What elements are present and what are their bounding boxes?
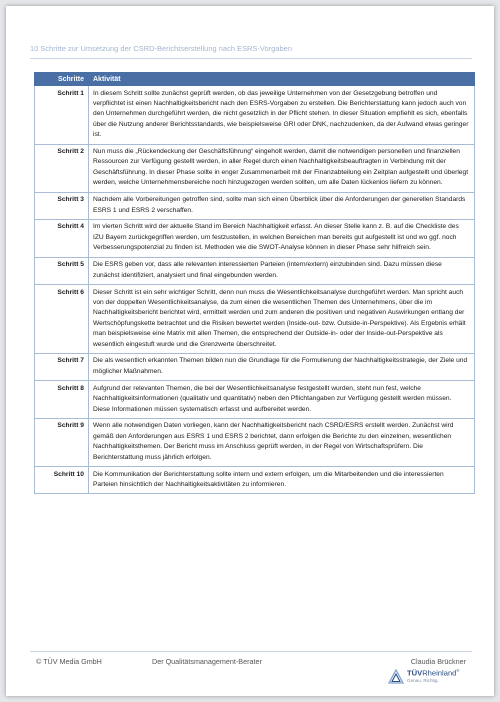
step-description: Die ESRS geben vor, dass alle relevanten interessierten Parteien (intern/extern) einzubinden sind. Dazu müssen diese zunächst identifiziert, analysiert und final eingebunden werden.: [89, 257, 475, 284]
column-header-activity: Aktivität: [89, 73, 475, 86]
table-row: [35, 467, 475, 494]
step-description: Aufgrund der relevanten Themen, die bei der Wesentlichkeitsanalyse festgestellt wurden, steht nun fest, welche Nachhaltigkeitsinformationen (qualitativ und quantitativ) neben den Pflichtangaben zur Verfügung gestellt werden müssen. Diese Informationen müssen systematisch erfasst und aufbereitet werden.: [89, 381, 475, 419]
step-label: Schritt 6: [35, 285, 89, 354]
step-description: In diesem Schritt sollte zunächst geprüft werden, ob das jeweilige Unternehmen von der Gesetzgebung betroffen und verpflichtet ist einen Nachhaltigkeitsbericht nach den ESRS-Vorgaben zu erstellen. Die Berichterstattung kann jedoch auch von den Unternehmen durchgeführt werden, die nicht gesetzlich in der Pflicht stehen. In dieser Situation empfiehlt es sich, ebenfalls über die Nutzung anderer Berichtsstandards, wie beispielsweise GRI oder DNK, nachzudenken, da der Aufwand etwas geringer ist.: [89, 86, 475, 145]
step-label: Schritt 1: [35, 86, 89, 145]
step-description: Im vierten Schritt wird der aktuelle Stand im Bereich Nachhaltigkeit erfasst. An dieser Stelle kann z. B. auf die Checkliste des IZU Bayern zurückgegriffen werden, um festzustellen, in welchen Bereichen man bereits gut aufgestellt ist und wo ggf. noch Verbesserungspotenzial zu finden ist. Methoden wie die SWOT-Analyse können in dieser Phase sehr hilfreich sein.: [89, 219, 475, 257]
footer-copyright: © TÜV Media GmbH: [36, 657, 102, 666]
step-label: Schritt 10: [35, 467, 89, 494]
footer-author: Claudia Brückner: [410, 657, 466, 666]
step-description: Nachdem alle Vorbereitungen getroffen sind, sollte man sich einen Überblick über die Anforderungen der generellen Standards ESRS 1 und ESRS 2 verschaffen.: [89, 192, 475, 219]
page-header-title: 10 Schritte zur Umsetzung der CSRD-Berichtserstellung nach ESRS-Vorgaben: [30, 44, 292, 53]
footer-publication: Der Qualitätsmanagement-Berater: [152, 657, 262, 666]
step-label: Schritt 3: [35, 192, 89, 219]
table-row: [35, 257, 475, 284]
step-description: Nun muss die „Rückendeckung der Geschäftsführung“ eingeholt werden, damit die notwendigen personellen und finanziellen Ressourcen zur Verfügung gestellt werden, in aller Regel durch einen Nachhaltigkeitsbeauftragten in Verbindung mit der Geschäftsführung. In dieser Phase sollte in enger Zusammenarbeit mit der Finanzabteilung ein Zeitplan aufgestellt und überlegt werden, welche Unternehmensbereiche noch hinzugezogen werden sollten, um alle Daten lückenlos liefern zu können.: [89, 144, 475, 192]
table-row: [35, 86, 475, 145]
header-divider: [30, 58, 472, 59]
step-description: Dieser Schritt ist ein sehr wichtiger Schritt, denn nun muss die Wesentlichkeitsanalyse durchgeführt werden. Man spricht auch von der doppelten Wesentlichkeitsanalyse, da zum einen die wesentlichen Themen des Unternehmens, über die im Nachhaltigkeitsbericht berichtet wird, ermittelt werden und zum anderen die positiven und negativen Auswirkungen entlang der Wertschöpfungskette betrachtet und die Risiken bewertet werden (Inside-out- bzw. Outside-in-Perspektive). Als Ergebnis erhält man beispielsweise eine Matrix mit allen Themen, die entsprechend der Outside-in- oder der Inside-out-Perspektive als wesentlich eingestuft wurde und die Grenzwerte überschreitet.: [89, 285, 475, 354]
logo-brand: TÜVRheinland®: [407, 668, 460, 678]
step-label: Schritt 5: [35, 257, 89, 284]
step-description: Wenn alle notwendigen Daten vorliegen, kann der Nachhaltigkeitsbericht nach CSRD/ESRS erstellt werden. Zunächst wird gemäß den Anforderungen aus ESRS 1 und ESRS 2 berichtet, dann erfolgen die Berichte zu den einzelnen, wesentlichen Nachhaltigkeitsthemen. Der Bericht muss im Anschluss geprüft werden, in der Regel von Wirtschaftsprüfern. Die Berichterstattung muss jährlich erfolgen.: [89, 418, 475, 466]
table-row: [35, 192, 475, 219]
document-page: [6, 6, 494, 696]
step-label: Schritt 2: [35, 144, 89, 192]
table-row: [35, 219, 475, 257]
step-label: Schritt 4: [35, 219, 89, 257]
tuv-rheinland-logo: [388, 668, 488, 690]
column-header-steps: Schritte: [35, 73, 89, 86]
logo-tagline: Genau. Richtig.: [407, 678, 439, 683]
step-description: Die Kommunikation der Berichterstattung sollte intern und extern erfolgen, um die Mitarbeitenden und die interessierten Parteien hinsichtlich der Nachhaltigkeitsaktivitäten zu informieren.: [89, 467, 475, 494]
step-label: Schritt 9: [35, 418, 89, 466]
table-row: [35, 418, 475, 466]
footer-divider: [30, 651, 472, 652]
triangle-logo-icon: [388, 669, 404, 685]
step-label: Schritt 7: [35, 353, 89, 380]
table-row: [35, 353, 475, 380]
step-description: Die als wesentlich erkannten Themen bilden nun die Grundlage für die Formulierung der Nachhaltigkeitsstrategie, der Ziele und möglicher Maßnahmen.: [89, 353, 475, 380]
table-row: [35, 381, 475, 419]
step-label: Schritt 8: [35, 381, 89, 419]
table-row: [35, 144, 475, 192]
table-header-row: [35, 73, 475, 86]
table-row: [35, 285, 475, 354]
steps-table: [34, 72, 475, 494]
